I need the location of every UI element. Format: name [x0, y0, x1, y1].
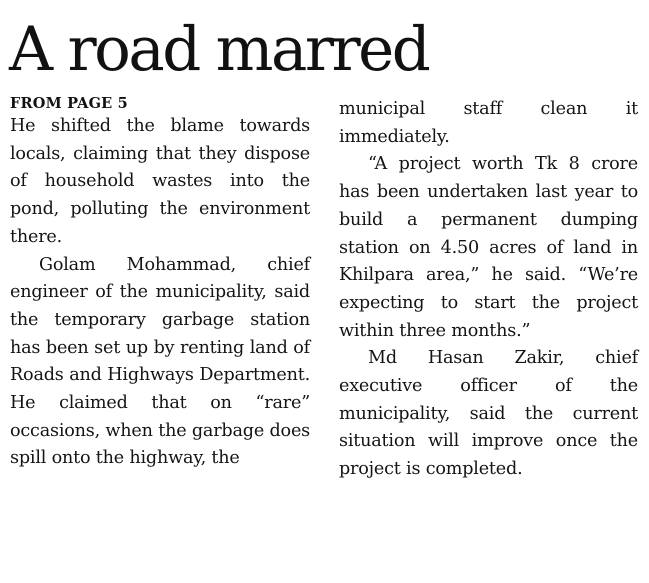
article-column-right	[339, 95, 638, 484]
body-paragraph: “A project worth Tk 8 crore has been undertaken last year to build a permanent dumping station on 4.50 acres of land in Khilpara area,” he said. “We’re expecting to start the project within three months.”	[339, 154, 638, 341]
continuation-kicker: FROM PAGE 5	[10, 95, 128, 112]
body-paragraph: He shifted the blame towards locals, claiming that they dispose of household wastes into the pond, polluting the environment there.	[10, 116, 310, 247]
article-headline: A road marred	[9, 14, 429, 85]
body-paragraph: Golam Mohammad, chief engineer of the municipality, said the temporary garbage station has been set up by renting land of Roads and Highways Department. He claimed that on “rare” occasions, when the garbage does spill onto the highway, the	[10, 254, 310, 469]
body-paragraph: Md Hasan Zakir, chief executive officer of the municipality, said the current situation will improve once the project is completed.	[339, 348, 638, 480]
article-column-left	[10, 95, 310, 473]
body-paragraph: municipal staff clean it immediately.	[339, 99, 638, 147]
